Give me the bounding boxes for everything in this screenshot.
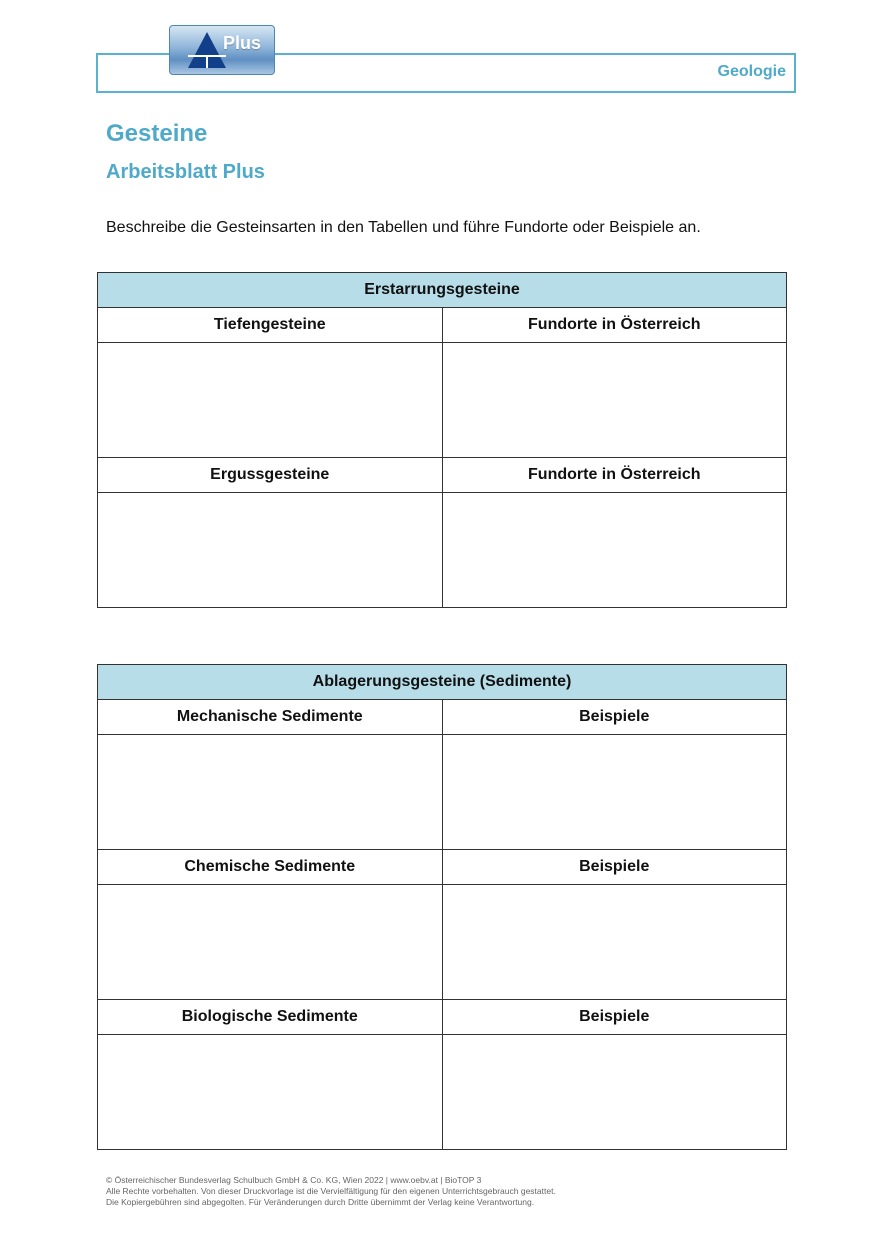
answer-cell[interactable] xyxy=(442,735,787,850)
column-header-rock-type: Biologische Sedimente xyxy=(98,1000,443,1035)
plus-logo xyxy=(169,25,275,75)
answer-cell[interactable] xyxy=(98,343,443,458)
column-header-rock-type: Mechanische Sedimente xyxy=(98,700,443,735)
sedimentary-rocks-table xyxy=(97,664,787,1150)
logo-text: Plus xyxy=(223,33,262,53)
column-header-examples: Beispiele xyxy=(442,1000,787,1035)
page-subtitle: Arbeitsblatt Plus xyxy=(106,161,265,183)
answer-cell[interactable] xyxy=(98,735,443,850)
column-header-rock-type: Tiefengesteine xyxy=(98,308,443,343)
table-header: Erstarrungsgesteine xyxy=(98,273,787,308)
page-title: Gesteine xyxy=(106,120,208,147)
answer-cell[interactable] xyxy=(98,1035,443,1150)
subject-label: Geologie xyxy=(717,63,786,80)
instruction-text: Beschreibe die Gesteinsarten in den Tabellen und führe Fundorte oder Beispiele an. xyxy=(106,219,701,236)
footer-copyright: © Österreichischer Bundesverlag Schulbuch GmbH & Co. KG, Wien 2022 | www.oebv.at | BioTOP 3 xyxy=(106,1175,482,1185)
triangle-logo-icon xyxy=(186,30,228,70)
footer-rights: Alle Rechte vorbehalten. Von dieser Druckvorlage ist die Vervielfältigung für den eigenen Unterrichtsgebrauch gestattet. xyxy=(106,1186,556,1196)
answer-cell[interactable] xyxy=(442,493,787,608)
answer-cell[interactable] xyxy=(98,493,443,608)
column-header-rock-type: Chemische Sedimente xyxy=(98,850,443,885)
igneous-rocks-table xyxy=(97,272,787,608)
column-header-locations: Fundorte in Österreich xyxy=(442,308,787,343)
answer-cell[interactable] xyxy=(442,1035,787,1150)
footer-disclaimer: Die Kopiergebühren sind abgegolten. Für Veränderungen durch Dritte übernimmt der Verlag keine Verantwortung. xyxy=(106,1197,535,1207)
column-header-examples: Beispiele xyxy=(442,700,787,735)
column-header-rock-type: Ergussgesteine xyxy=(98,458,443,493)
footer xyxy=(106,1175,556,1208)
table-header: Ablagerungsgesteine (Sedimente) xyxy=(98,665,787,700)
answer-cell[interactable] xyxy=(442,885,787,1000)
column-header-locations: Fundorte in Österreich xyxy=(442,458,787,493)
answer-cell[interactable] xyxy=(442,343,787,458)
column-header-examples: Beispiele xyxy=(442,850,787,885)
answer-cell[interactable] xyxy=(98,885,443,1000)
